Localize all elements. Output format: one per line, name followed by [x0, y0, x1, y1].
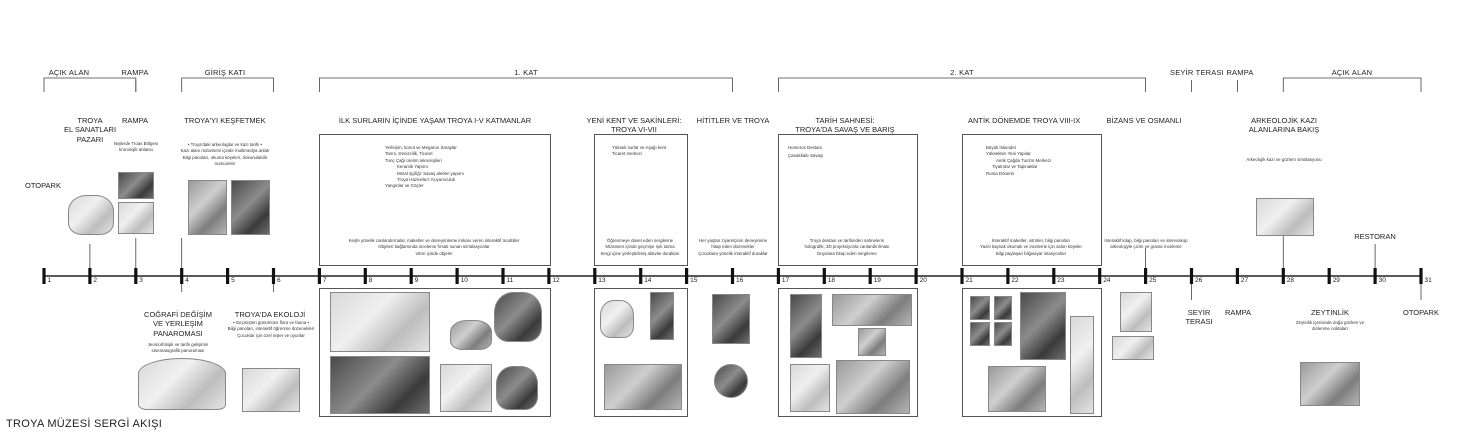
megaron-model-image [330, 292, 430, 352]
node-zeytinlik: ZEYTİNLİK [1311, 308, 1349, 317]
stop-marker [1098, 268, 1101, 284]
stop-marker [318, 268, 321, 284]
stop-marker [364, 268, 367, 284]
antik-items: Büyük İskender Yüksekten Yeni Yapılar Antik Çağda Turizm Merkezi Tiyatrolar ve Tapınaklar Roma Dönemi [986, 145, 1051, 176]
stop-marker [88, 268, 91, 284]
archaeologist-portrait [231, 180, 270, 235]
stop-number: 7 [322, 277, 327, 284]
stop-number: 24 [1103, 277, 1111, 284]
pottery-bowl-image [450, 320, 492, 350]
cografi-desc: Jeomorfolojik ve tarihi gelişimin sinematografik panoraması [147, 342, 209, 354]
section-label-seyir-terasi: SEYİR TERASI [1170, 68, 1224, 77]
node-yeni-kent: YENİ KENT VE SAKİNLERİ: TROYA VI-VII [586, 116, 682, 135]
fire-scene-image [330, 356, 430, 414]
olive-grove-photo [1300, 362, 1360, 406]
antik-desc: İnteraktif maketler, vitrinler, bilgi panoları Yazılı kaynak okumalı ve inceleme için salon köşeler Bilgi paylaşan bilgisayar istasyonları [980, 238, 1082, 256]
sculpture-3-image [970, 322, 990, 346]
excavation-photo [188, 180, 227, 235]
kesfetmek-desc: • Troya'daki arkeologlar ve kazı tarihi • Kazı alanı mizanseni içinde multimedya anlatı Bilgi panoları, okuma köşeleri, dokunulabilir numuneler [180, 142, 270, 167]
stop-number: 23 [1057, 277, 1065, 284]
stop-marker [915, 268, 918, 284]
bracket-acik-alan [44, 78, 136, 92]
section-label-rampa-2: RAMPA [1226, 68, 1254, 77]
cauldron-image [496, 366, 538, 410]
stop-marker [639, 268, 642, 284]
bracket-kat-2 [778, 78, 1145, 92]
stop-number: 22 [1011, 277, 1019, 284]
stop-number: 15 [690, 277, 698, 284]
stop-marker [42, 268, 45, 284]
node-tarih-sahnesi: TARİH SAHNESİ: TROYA'DA SAVAŞ VE BARIŞ [795, 116, 895, 135]
stop-number: 29 [1332, 277, 1340, 284]
node-rampa-bottom: RAMPA [1224, 308, 1252, 317]
node-el-sanatlari: TROYA EL SANATLARI PAZARI [63, 116, 117, 144]
bracket-kat-1 [319, 78, 732, 92]
stop-marker [1374, 268, 1377, 284]
stop-number: 11 [506, 277, 514, 284]
node-otopark-start: OTOPARK [25, 181, 61, 190]
stop-marker [272, 268, 275, 284]
stop-marker [134, 268, 137, 284]
stop-marker [1328, 268, 1331, 284]
ottoman-building-image [1120, 292, 1152, 332]
ilk-surlar-items: Yerleşim, konut ve Megaron Saraylar Tarım, Denizcilik, Ticaret Tunç Çağı üretim teknolojileri Keramik Yapımı Metal işçiliği: Savaş aletleri yapımı Troya Hazineleri: Kuyumculuk Yangınlar ve Göçler [385, 145, 464, 189]
stop-marker [685, 268, 688, 284]
section-label-giris-kati: GİRİŞ KATI [204, 68, 246, 77]
stop-number: 14 [644, 277, 652, 284]
node-restoran: RESTORAN [1354, 232, 1396, 241]
node-ilk-surlar: İLK SURLARIN İÇİNDE YAŞAM TROYA I-V KATMANLAR [338, 116, 532, 125]
ilk-surlar-desc: Keşfe yönelik canlandırmalar, maketler ve deneyimleme imkanı veren interaktif modüller Objeleri bağlamında inceleme fırsatı sunan simülasyonlar Vitrin içinde objeler [348, 238, 520, 256]
stop-number: 28 [1286, 277, 1295, 284]
stop-marker [1190, 268, 1193, 284]
stop-number: 17 [781, 277, 790, 284]
node-troyada-ekoloji: TROYA'DA EKOLOJİ [234, 310, 306, 319]
tablet-image [712, 294, 750, 344]
section-label-acik-alan-2: AÇIK ALAN [1331, 68, 1373, 77]
stop-number: 19 [873, 277, 881, 284]
stop-number: 25 [1149, 277, 1157, 284]
stop-number: 3 [139, 277, 143, 284]
stop-marker [593, 268, 596, 284]
stop-number: 10 [460, 277, 468, 284]
kazi-desc: Arkeolojik kazı ve gözlem simülasyonu [1246, 157, 1322, 162]
stop-marker [869, 268, 872, 284]
stop-marker [731, 268, 734, 284]
stop-number: 26 [1195, 277, 1203, 284]
stop-number: 30 [1378, 277, 1386, 284]
relief-fragment-image [988, 366, 1046, 412]
tarih-items: Homeros Destanı Çanakkale Savaşı [788, 145, 824, 159]
landscape-image [1112, 336, 1154, 360]
yeni-kent-desc: Öğrenmeye davet eden sergileme Mizansen içinde geçmişe ışık tutma Sergi içine yerleştirilmiş aktivite durakları [600, 238, 680, 256]
stop-marker [547, 268, 550, 284]
excavation-site-photo [1256, 198, 1314, 236]
node-seyir-terasi: SEYİR TERASI [1185, 308, 1213, 327]
stop-number: 6 [277, 277, 281, 284]
node-kazi-alanlari: ARKEOLOJİK KAZI ALANLARINA BAKIŞ [1248, 116, 1320, 135]
bronze-tools-image [440, 364, 492, 412]
stop-marker [960, 268, 963, 284]
yeni-kent-items: Yüksek surlar ve Aşağı kent Ticaret merkezi [612, 145, 667, 157]
stop-marker [1419, 268, 1422, 284]
node-rampa: RAMPA [121, 116, 149, 125]
stop-number: 8 [368, 277, 373, 284]
region-map-image [118, 172, 154, 199]
stop-number: 18 [827, 277, 836, 284]
stop-number: 16 [736, 277, 744, 284]
shield-image [714, 364, 748, 398]
node-cografi-degisim: COĞRAFİ DEĞİŞİM VE YERLEŞİM PANAROMASI [144, 310, 212, 338]
bracket-acik-alan-2 [1283, 78, 1421, 92]
stop-number: 5 [231, 277, 235, 284]
mosaic-image [790, 364, 830, 412]
stop-number: 31 [1424, 277, 1432, 284]
stop-marker [777, 268, 780, 284]
stop-marker [823, 268, 826, 284]
battle-relief-image [836, 360, 910, 414]
node-hititler: HİTİTLER VE TROYA [696, 116, 770, 125]
section-label-kat-2: 2. KAT [950, 68, 974, 77]
stop-marker [180, 268, 183, 284]
hititler-desc: Her yaştan ziyaretçinin deneyimine hitap eden düzenekler Çocuklara yönelik interaktif duraklar [698, 238, 768, 256]
sculpture-1-image [970, 296, 990, 320]
stop-marker [1282, 268, 1285, 284]
section-label-rampa: RAMPA [121, 68, 149, 77]
stop-number: 12 [552, 277, 560, 284]
region-sketch-image [118, 202, 154, 234]
relief-frieze-image [832, 294, 912, 326]
craft-pottery-image [68, 195, 114, 235]
sculpture-2-image [994, 296, 1012, 320]
bizans-desc: İnteraktif kitap, bilgi panoları ve stereoskop arkeolojiyle çizim ve gravür inceleme [1104, 238, 1188, 250]
stop-marker [1052, 268, 1055, 284]
amphora-image [494, 292, 542, 342]
soldier-photo [790, 294, 822, 358]
stop-marker [410, 268, 413, 284]
stop-marker [226, 268, 229, 284]
cup-image [600, 300, 634, 338]
ecology-image [242, 368, 300, 412]
stop-marker [456, 268, 459, 284]
bracket-giris-kati [182, 78, 274, 92]
sculpture-4-image [994, 322, 1012, 346]
column-image [1070, 316, 1094, 414]
stop-marker [501, 268, 504, 284]
zeytinlik-desc: Zeytinlik içerisinde doğa gözlem ve dinlenme noktaları [1295, 320, 1365, 332]
node-bizans-osmanli: BİZANS VE OSMANLI [1106, 116, 1182, 125]
rampa-desc: Nejlerde Troas Bölgesi kronolojik anlatısı [113, 141, 159, 153]
node-troyayi-kesfetmek: TROYA'YI KEŞFETMEK [184, 116, 266, 125]
relief-panel-image [858, 328, 886, 356]
ekoloji-desc: • Geçmişten günümüze flora ve fauna • Bilgi panoları, interaktif öğrenme düzenekleri Çocuklar için özel nişler ve oyunlar [227, 320, 315, 338]
stop-marker [1006, 268, 1009, 284]
stop-number: 20 [919, 277, 927, 284]
stop-number: 21 [965, 277, 973, 284]
stop-number: 27 [1240, 277, 1249, 284]
stop-number: 13 [598, 277, 606, 284]
stop-number: 2 [93, 277, 98, 284]
stop-marker [1236, 268, 1239, 284]
tarih-desc: Troya destanı ve tarihinden sahnelerin holografik, 3D projeksiyonla canlandırılması Duyulara hitap eden sergileme [804, 238, 890, 256]
diagram-title: TROYA MÜZESİ SERGİ AKIŞI [6, 418, 163, 430]
stop-number: 9 [414, 277, 419, 284]
statue-image [1020, 292, 1066, 360]
city-model-image [604, 364, 682, 410]
figurine-image [650, 292, 674, 340]
node-otopark-end: OTOPARK [1403, 308, 1439, 317]
node-antik-donem: ANTİK DÖNEMDE TROYA VIII-IX [968, 116, 1081, 125]
stop-number: 1 [47, 277, 52, 284]
section-label-kat-1: 1. KAT [514, 68, 538, 77]
stop-marker [1144, 268, 1147, 284]
section-label-acik-alan: AÇIK ALAN [48, 68, 90, 77]
panorama-image [138, 358, 226, 410]
stop-number: 4 [185, 277, 189, 284]
